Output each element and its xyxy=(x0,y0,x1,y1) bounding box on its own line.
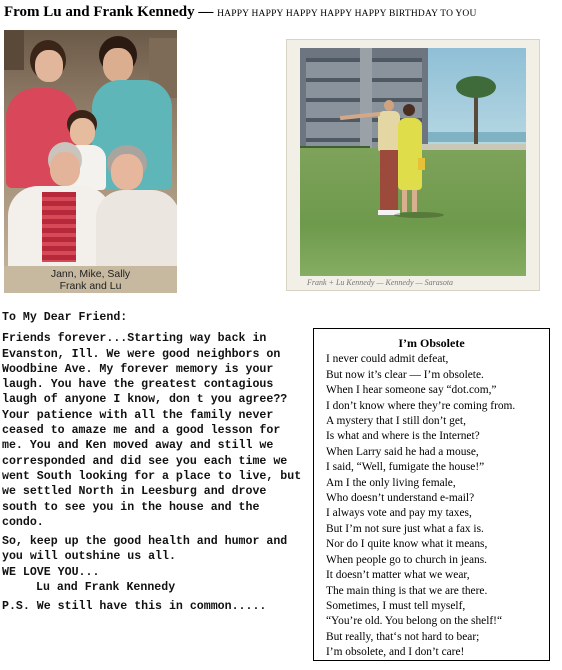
woman-leg xyxy=(412,190,417,212)
woman-hair xyxy=(403,104,415,116)
poem-line: I always vote and pay my taxes, xyxy=(326,507,472,520)
person-striped-shirt xyxy=(42,192,76,262)
poem-line: I don’t know where they’re coming from. xyxy=(326,399,516,412)
caption-line-1: Jann, Mike, Sally xyxy=(50,268,131,280)
person-face xyxy=(103,48,133,82)
photo-caption xyxy=(4,266,177,293)
poem-line: When Larry said he had a mouse, xyxy=(326,445,479,458)
poem-line: I never could admit defeat, xyxy=(326,353,449,366)
caption-line-2: Frank and Lu xyxy=(59,280,122,292)
handwritten-photo-note: Frank + Lu Kennedy — Kennedy — Sarasota xyxy=(307,278,454,287)
woman-yellow-dress xyxy=(398,118,422,190)
woman-handbag xyxy=(418,158,425,170)
person-face xyxy=(50,152,80,186)
poem-line: The main thing is that we are there. xyxy=(326,584,488,597)
ground-shadow xyxy=(394,212,444,218)
sidewalk xyxy=(420,144,526,150)
letter-greeting: To My Dear Friend: xyxy=(2,311,128,324)
poem-line: I’m obsolete, and I don’t care! xyxy=(326,646,465,659)
vintage-photo xyxy=(287,40,539,290)
family-photo xyxy=(4,30,177,293)
palm-fronds xyxy=(456,76,496,98)
poem-line: But now it’s clear — I’m obsolete. xyxy=(326,368,484,381)
poem-line: When I hear someone say “dot.com,” xyxy=(326,384,497,397)
poem-line: I said, “Well, fumigate the house!” xyxy=(326,461,485,474)
letter-postscript: P.S. We still have this in common..... xyxy=(2,600,267,614)
letter-love: WE LOVE YOU... xyxy=(2,565,100,579)
poem-line: “You’re old. You belong on the shelf!“ xyxy=(326,615,503,628)
header-dash: — xyxy=(194,4,218,20)
photo-frame-on-wall xyxy=(4,30,24,70)
man-yellow-shirt xyxy=(378,111,400,151)
person-face xyxy=(111,154,143,190)
poem-line: Who doesn’t understand e-mail? xyxy=(326,492,475,505)
poem-line: But really, that‘s not hard to bear; xyxy=(326,630,480,643)
poem-box xyxy=(313,328,550,661)
poem-line: A mystery that I still don’t get, xyxy=(326,415,466,428)
person-face xyxy=(35,50,63,82)
man-head xyxy=(384,100,394,111)
letter-closing: So, keep up the good health and humor and you will outshine us all. xyxy=(2,535,288,564)
poem-line: Sometimes, I must tell myself, xyxy=(326,599,466,612)
poem-title: I’m Obsolete xyxy=(398,336,465,350)
poem-line: Am I the only living female, xyxy=(326,476,456,489)
poem-line: It doesn’t matter what we wear, xyxy=(326,569,470,582)
man-red-pants xyxy=(380,150,398,212)
vintage-photo-image xyxy=(300,48,526,276)
person-face xyxy=(70,118,95,146)
header-tagline: HAPPY HAPPY HAPPY HAPPY HAPPY BIRTHDAY TO YOU xyxy=(217,9,477,19)
building-column xyxy=(360,48,372,160)
letter-body: Friends forever...Starting way back in Evanston, Ill. We were good neighbors on Woodbine Ave. My forever memory is your laugh. You have the greatest contagious laugh of anyone I know, don t you agree?? Your patience with all the family never ceased to amaze me and a good lesson for me. You and Ken moved away and still we corresponded and did see you each time we went South looking for a place to live, but we settled North in Leesburg and drove south to see you in the house and the condo. xyxy=(2,332,302,529)
letter-signature: Lu and Frank Kennedy xyxy=(36,581,176,595)
poem-line: Nor do I quite know what it means, xyxy=(326,538,488,551)
header-from: From Lu and Frank Kennedy xyxy=(4,4,195,20)
woman-leg xyxy=(402,190,407,212)
poem-line: Is what and where is the Internet? xyxy=(326,430,480,443)
person-light-top xyxy=(96,190,177,268)
letter xyxy=(2,310,302,615)
poem-line: When people go to church in jeans. xyxy=(326,553,487,566)
page-header xyxy=(4,3,560,23)
poem-line: But I’m not sure just what a fax is. xyxy=(326,522,484,535)
